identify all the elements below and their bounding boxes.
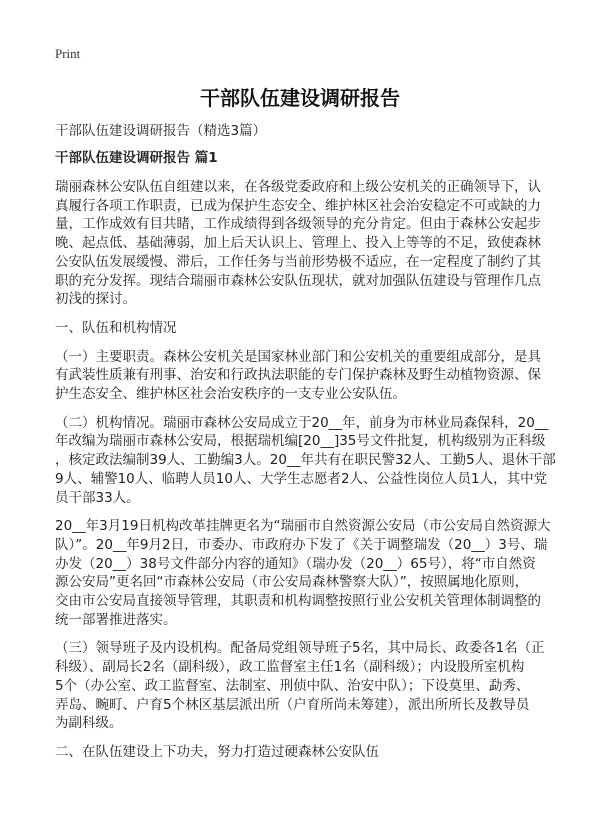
- paragraph: [55, 178, 550, 309]
- paragraph-line: （三）领导班子及内设机构。配备局党组领导班子5名，其中局长、政委各1名（正: [55, 640, 545, 657]
- document-title: 干部队伍建设调研报告: [200, 86, 400, 110]
- paragraph: [55, 414, 556, 508]
- paragraph-line: 交由市公安局直接领导管理，其职责和机构调整按照行业公安机关管理体制调整的: [55, 593, 541, 610]
- paragraph: [55, 639, 550, 733]
- paragraph: [55, 319, 550, 338]
- paragraph-line: 职的充分发挥。现结合瑞丽市森林公安队伍现状，就对加强队伍建设与管理作几点: [55, 272, 541, 289]
- paragraph: [55, 743, 550, 762]
- paragraph: [55, 517, 550, 629]
- paragraph-line: 员干部33人。: [55, 489, 140, 506]
- paragraph-line: 为副科级。: [55, 715, 123, 732]
- paragraph-line: 科级）、副局长2名（副科级），政工监督室主任1名（副科级）；内设股所室机构: [55, 659, 525, 676]
- paragraph-line: 瑞丽森林公安队伍自组建以来，在各级党委政府和上级公安机关的正确领导下，认: [55, 179, 541, 195]
- paragraph-line: 初浅的探讨。: [55, 291, 136, 308]
- paragraph-line: 有武装性质兼有刑事、治安和行政执法职能的专门保护森林及野生动植物资源、保: [55, 367, 541, 384]
- paragraph-list: [55, 178, 556, 762]
- paragraph-line: 量，工作成效有目共睹，工作成绩得到各级领导的充分肯定。但由于森林公安起步: [55, 216, 541, 233]
- paragraph-line: ，核定政法编制39人、工勤编3人。20__年共有在职民警32人、工勤5人、退休干部: [55, 452, 556, 469]
- print-link[interactable]: Print: [55, 46, 81, 61]
- document-subtitle: 干部队伍建设调研报告（精选3篇）: [55, 123, 267, 139]
- paragraph-line: 弄岛、畹町、户育5个林区基层派出所（户育所尚未筹建），派出所所长及教导员: [55, 696, 530, 713]
- paragraph-line: 5个（办公室、政工监督室、法制室、刑侦中队、治安中队）；下设莫里、勐秀、: [55, 677, 530, 694]
- paragraph-line: 统一部署推进落实。: [55, 611, 177, 628]
- paragraph-line: 护生态安全、维护林区社会治安秩序的一支专业公安队伍。: [55, 386, 406, 403]
- paragraph-line: 办发（20__）38号文件部分内容的通知》（瑞办发（20__）65号），将“市自然资: [55, 555, 536, 572]
- paragraph-line: （一）主要职责。森林公安机关是国家林业部门和公安机关的重要组成部分，是具: [55, 348, 541, 365]
- paragraph-line: 源公安局”更名回“市森林公安局（市公安局森林警察大队）”，按照属地化原则，: [55, 574, 529, 591]
- paragraph-line: 公安队伍发展缓慢、滞后，工作任务与当前形势极不适应，在一定程度了制约了其: [55, 253, 541, 270]
- paragraph: [55, 348, 550, 404]
- paragraph-line: （二）机构情况。瑞丽市森林公安局成立于20__年，前身为市林业局森保科，20__: [55, 414, 549, 431]
- paragraph-line: 9人、辅警10人、临聘人员10人、大学生志愿者2人、公益性岗位人员1人，其中党: [55, 470, 548, 487]
- section-heading: 干部队伍建设调研报告 篇1: [55, 150, 218, 166]
- paragraph-line: 20__年3月19日机构改革挂牌更名为“瑞丽市自然资源公安局（市公安局自然资源大: [55, 518, 551, 535]
- paragraph-line: 晚、起点低、基础薄弱，加上后天认识上、管理上、投入上等等的不足，致使森林: [55, 235, 541, 252]
- paragraph-line: 二、在队伍建设上下功夫，努力打造过硬森林公安队伍: [55, 743, 379, 760]
- paragraph-line: 年改编为瑞丽市森林公安局，根据瑞机编[20__]35号文件批复，机构级别为正科级: [55, 433, 546, 450]
- document-body: [55, 149, 556, 772]
- paragraph-line: 一、队伍和机构情况: [55, 319, 177, 336]
- paragraph-line: 队）”。20__年9月2日，市委办、市政府办下发了《关于调整瑞发（20__）3号、瑞: [55, 536, 548, 553]
- paragraph-line: 真履行各项工作职责，已成为保护生态安全、维护林区社会治安稳定不可或缺的力: [55, 197, 541, 214]
